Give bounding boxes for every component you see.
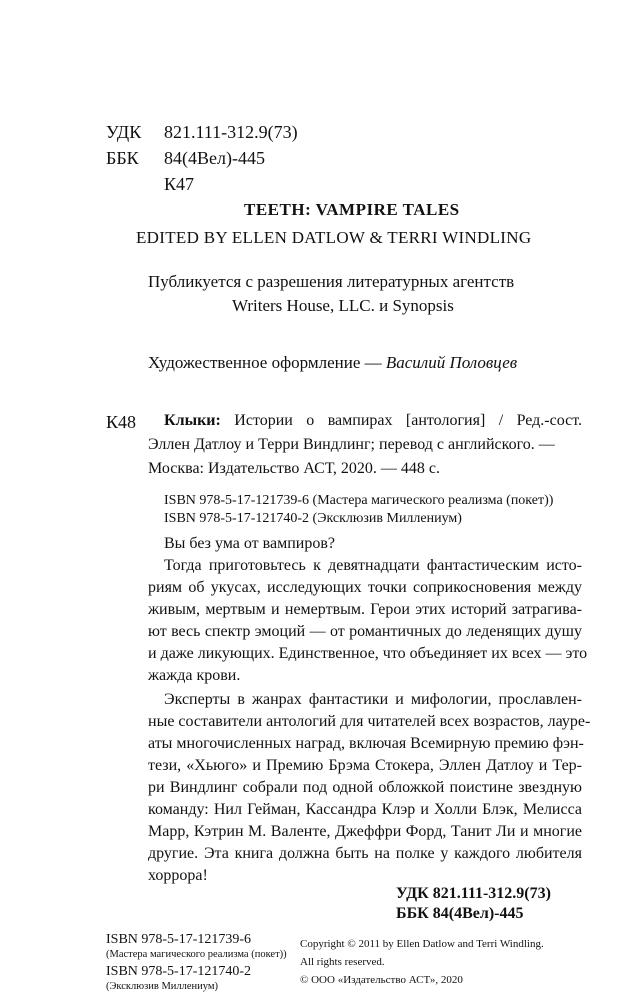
rights-line-1: Публикуется с разрешения литературных агентств <box>148 272 515 291</box>
author-mark: К47 <box>164 174 195 194</box>
desc-p2-line-9: хоррора! <box>148 867 208 884</box>
desc-p1-line-2: Тогда приготовьтесь к девятнадцати фантастическим исто- <box>164 557 582 574</box>
desc-p1-line-7: жажда крови. <box>148 667 241 684</box>
desc-p2-line-3: аты многочисленных наград, включая Всемирную премию фэн- <box>148 735 584 752</box>
footer-isbn-1: ISBN 978-5-17-121739-6 <box>106 932 252 947</box>
desc-p1-line-4: живым, мертвым и немертвым. Герои этих историй затрагива- <box>148 601 582 618</box>
original-editors: EDITED BY ELLEN DATLOW & TERRI WINDLING <box>136 228 532 247</box>
design-credit <box>148 353 517 373</box>
footer-copyright-1: Copyright © 2011 by Ellen Datlow and Terri Windling. <box>300 938 544 950</box>
desc-p2-line-2: ные составители антологий для читателей всех возрастов, лауре- <box>148 713 591 730</box>
desc-p2-line-8: другие. Эта книга должна быть на полке у каждого любителя <box>148 845 582 862</box>
footer-copyright-2: All rights reserved. <box>300 956 385 968</box>
footer-copyright-3: © ООО «Издательство АСТ», 2020 <box>300 974 463 986</box>
card-book-title: Клыки: <box>164 412 221 429</box>
udk-label: УДК <box>106 122 142 142</box>
card-mark: К48 <box>106 412 137 432</box>
original-title: TEETH: VAMPIRE TALES <box>244 200 460 219</box>
udk-value: 821.111-312.9(73) <box>164 122 298 142</box>
card-line-1 <box>164 412 582 430</box>
desc-p2-line-1: Эксперты в жанрах фантастики и мифологии, прославлен- <box>164 691 582 708</box>
bbk-label: ББК <box>106 148 139 168</box>
card-line-3: Москва: Издательство АСТ, 2020. — 448 с. <box>148 460 441 477</box>
desc-p1-line-3: риям об укусах, исследующих точки соприкосновения между <box>148 579 582 596</box>
footer-isbn-1-note: (Мастера магического реализма (покет)) <box>106 949 287 960</box>
card-isbn-2: ISBN 978-5-17-121740-2 (Эксклюзив Миллениум) <box>164 511 462 526</box>
footer-isbn-2-note: (Эксклюзив Миллениум) <box>106 981 219 992</box>
footer-isbn-2: ISBN 978-5-17-121740-2 <box>106 964 252 979</box>
rights-line-2: Writers House, LLC. и Synopsis <box>232 296 454 315</box>
desc-p2-line-7: Марр, Кэтрин М. Валенте, Джеффри Форд, Танит Ли и многие <box>148 823 582 840</box>
desc-p1-line-5: ют весь спектр эмоций — от романтичных до леденящих душу <box>148 623 582 640</box>
card-line-2: Эллен Датлоу и Терри Виндлинг; перевод с английского. — <box>148 436 555 453</box>
desc-p2-line-6: команду: Нил Гейман, Кассандра Клэр и Холли Блэк, Мелисса <box>148 801 582 818</box>
designer-name: Василий Половцев <box>385 353 518 372</box>
bbk-value: 84(4Вел)-445 <box>164 148 265 168</box>
desc-p1-line-6: и даже ликующих. Единственное, что объединяет их всех — это <box>148 645 588 662</box>
card-line-1-rest: Истории о вампирах [антология] / Ред.-сост. <box>234 412 583 429</box>
desc-p2-line-5: ри Виндлинг собрали под одной обложкой поистине звездную <box>148 779 582 796</box>
design-label: Художественное оформление — <box>148 353 382 372</box>
card-isbn-1: ISBN 978-5-17-121739-6 (Мастера магического реализма (покет)) <box>164 493 554 508</box>
bottom-udk: УДК 821.111-312.9(73) <box>396 885 551 902</box>
desc-p2-line-4: тези, «Хьюго» и Премию Брэма Стокера, Эллен Датлоу и Тер- <box>148 757 582 774</box>
desc-p1-line-1: Вы без ума от вампиров? <box>164 535 336 552</box>
bottom-bbk: ББК 84(4Вел)-445 <box>396 905 524 922</box>
